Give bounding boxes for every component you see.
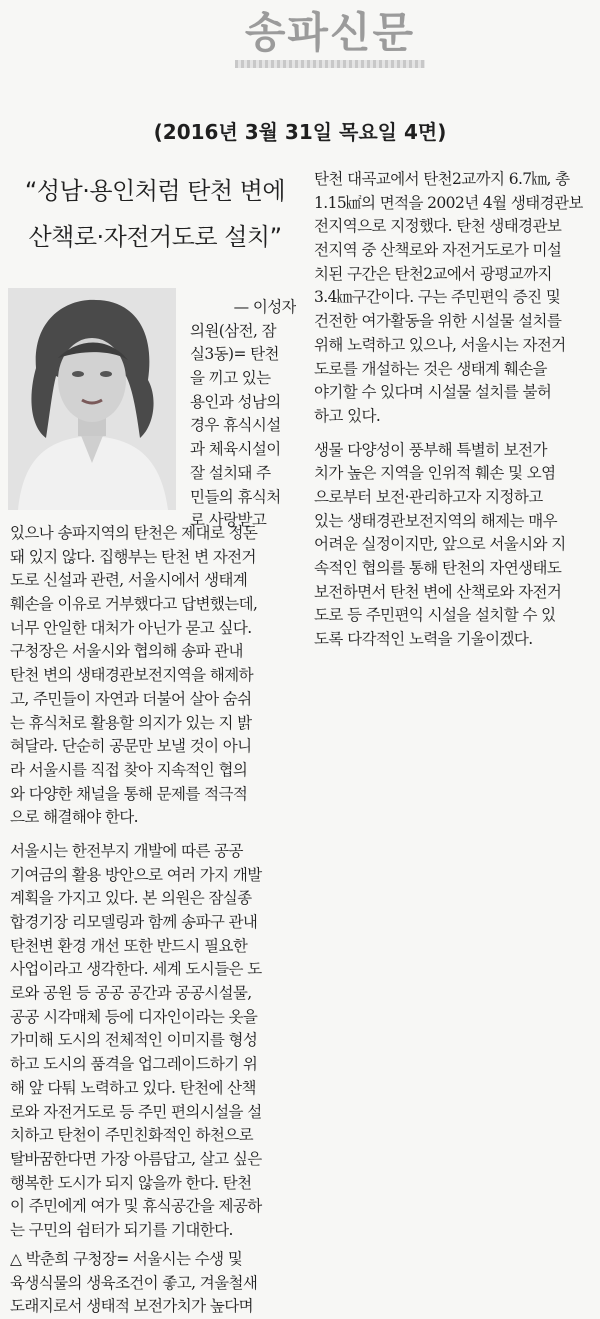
- text-line: 으로 해결해야 한다.: [10, 808, 138, 827]
- text-line: 탄천 대곡교에서 탄천2교까지 6.7㎞, 총: [314, 170, 570, 188]
- text-line: 라 서울시를 직접 찾아 지속적인 협의: [10, 760, 248, 779]
- text-line: 로와 자전거도로 등 주민 편의시설을 설: [10, 1102, 262, 1121]
- text-line: 치가 높은 지역을 인위적 훼손 및 오염: [314, 464, 556, 483]
- text-line: 하고 도시의 품격을 업그레이드하기 위: [10, 1055, 258, 1074]
- text-line: 을 끼고 있는: [190, 369, 271, 388]
- text-line: 탈바꿈한다면 가장 아름답고, 살고 싶은: [10, 1149, 262, 1168]
- text-line: 잘 설치돼 주: [190, 463, 271, 482]
- text-line: 도로 신설과 관련, 서울시에서 생태계: [10, 571, 248, 590]
- text-line: 의원(삼전, 잠: [190, 321, 276, 340]
- text-line: 가미해 도시의 전체적인 이미지를 형성: [10, 1031, 258, 1050]
- article-right-column: [314, 168, 590, 652]
- text-line: 구청장은 서울시와 협의해 송파 관내: [10, 642, 243, 661]
- text-line: 으로부터 보전·관리하고자 지정하고: [314, 487, 543, 506]
- text-line: △ 박춘희 구청장= 서울시는 수생 및: [10, 1250, 243, 1268]
- article-text-beside-photo: [190, 296, 296, 533]
- text-line: 합경기장 리모델링과 함께 송파구 관내: [10, 913, 258, 931]
- text-line: 실3동)= 탄천: [190, 345, 279, 364]
- text-line: 너무 안일한 대처가 아닌가 묻고 싶다.: [10, 618, 252, 637]
- headline-line: 산책로·자전거도로 설치”: [28, 223, 282, 251]
- text-line: 는 구민의 쉼터가 되기를 기대한다.: [10, 1220, 233, 1239]
- text-line: 도로를 개설하는 것은 생태계 훼손을: [314, 359, 547, 378]
- text-line: 와 다양한 채널을 통해 문제를 적극적: [10, 784, 248, 803]
- article-left-column: [10, 522, 296, 1243]
- text-line: 있는 생태경관보전지역의 해제는 매우: [314, 511, 557, 530]
- text-line: 탄천 변의 생태경관보전지역을 해제하: [10, 666, 253, 685]
- text-line: 어려운 실정이지만, 앞으로 서울시와 지: [314, 535, 566, 554]
- text-line: 이 주민에게 여가 및 휴식공간을 제공하: [10, 1197, 262, 1216]
- dateline: (2016년 3월 31일 목요일 4면): [153, 120, 447, 144]
- headline-line: “성남·용인처럼 탄천 변에: [24, 177, 286, 205]
- text-line: 는 휴식처로 활용할 의지가 있는 지 밝: [10, 713, 252, 732]
- text-line: 혀달라. 단순히 공문만 보낼 것이 아니: [10, 737, 252, 756]
- text-line: 서울시는 한전부지 개발에 따른 공공: [10, 841, 243, 860]
- text-line: 전지역 중 산책로와 자전거도로가 미설: [314, 241, 562, 260]
- text-line: 해 앞 다퉈 노력하고 있다. 탄천에 산책: [10, 1078, 256, 1097]
- text-line: 고, 주민들이 자연과 더불어 살아 숨쉬: [10, 689, 252, 708]
- text-line: 용인과 성남의: [190, 392, 281, 411]
- text-line: 전지역으로 지정했다. 탄천 생태경관보: [314, 217, 562, 236]
- text-line: 3.4㎞구간이다. 구는 주민편익 증진 및: [314, 288, 561, 307]
- newspaper-masthead: [230, 8, 430, 68]
- masthead-rule: [235, 60, 425, 68]
- text-line: 로 사랑받고: [190, 511, 267, 530]
- text-line: 기여금의 활용 방안으로 여러 가지 개발: [10, 865, 262, 884]
- text-line: 1.15㎢의 면적을 2002년 4월 생태경관보: [314, 193, 583, 212]
- text-line: — 이성자: [233, 298, 296, 316]
- text-line: 생물 다양성이 풍부해 특별히 보전가: [314, 440, 547, 459]
- text-line: 도래지로서 생태적 보전가치가 높다며: [10, 1297, 253, 1316]
- text-line: 보전하면서 탄천 변에 산책로와 자전거: [314, 582, 562, 601]
- text-line: 훼손을 이유로 거부했다고 답변했는데,: [10, 595, 258, 614]
- text-line: 육생식물의 생육조건이 좋고, 겨울철새: [10, 1273, 258, 1292]
- text-line: 치된 구간은 탄천2교에서 광평교까지: [314, 264, 552, 283]
- text-line: 위해 노력하고 있으나, 서울시는 자전거: [314, 335, 566, 354]
- article-headline: [10, 168, 300, 260]
- councilor-photo: [8, 288, 176, 510]
- text-line: 돼 있지 않다. 집행부는 탄천 변 자전거: [10, 547, 256, 566]
- text-line: 과 체육시설이: [190, 440, 281, 459]
- text-line: 야기할 수 있다며 시설물 설치를 불허: [314, 383, 552, 402]
- text-line: 행복한 도시가 되지 않을까 한다. 탄천: [10, 1173, 252, 1192]
- text-line: 치하고 탄천이 주민친화적인 하천으로: [10, 1126, 253, 1145]
- text-line: 경우 휴식시설: [190, 416, 281, 435]
- district-head-answer: [10, 1248, 296, 1319]
- text-line: 계획을 가지고 있다. 본 의원은 잠실종: [10, 889, 252, 908]
- text-line: 하고 있다.: [314, 406, 381, 425]
- text-line: 도로 등 주민편익 시설을 설치할 수 있: [314, 606, 556, 625]
- text-line: 사업이라고 생각한다. 세계 도시들은 도: [10, 960, 262, 979]
- text-line: 있으나 송파지역의 탄천은 제대로 정돈: [10, 524, 258, 542]
- text-line: 탄천변 환경 개선 또한 반드시 필요한: [10, 936, 248, 955]
- text-line: 민들의 휴식처: [190, 487, 281, 506]
- text-line: 로와 공원 등 공공 공간과 공공시설물,: [10, 984, 252, 1003]
- masthead-title: 송파신문: [244, 8, 416, 57]
- paragraph-break: [10, 830, 296, 840]
- text-line: 속적인 협의를 통해 탄천의 자연생태도: [314, 559, 562, 577]
- text-line: 건전한 여가활동을 위한 시설물 설치를: [314, 312, 562, 331]
- text-line: 공공 시각매체 등에 디자인이라는 옷을: [10, 1007, 258, 1026]
- portrait-image: [8, 288, 176, 510]
- text-line: 도록 다각적인 노력을 기울이겠다.: [314, 630, 533, 649]
- paragraph-break: [314, 429, 590, 439]
